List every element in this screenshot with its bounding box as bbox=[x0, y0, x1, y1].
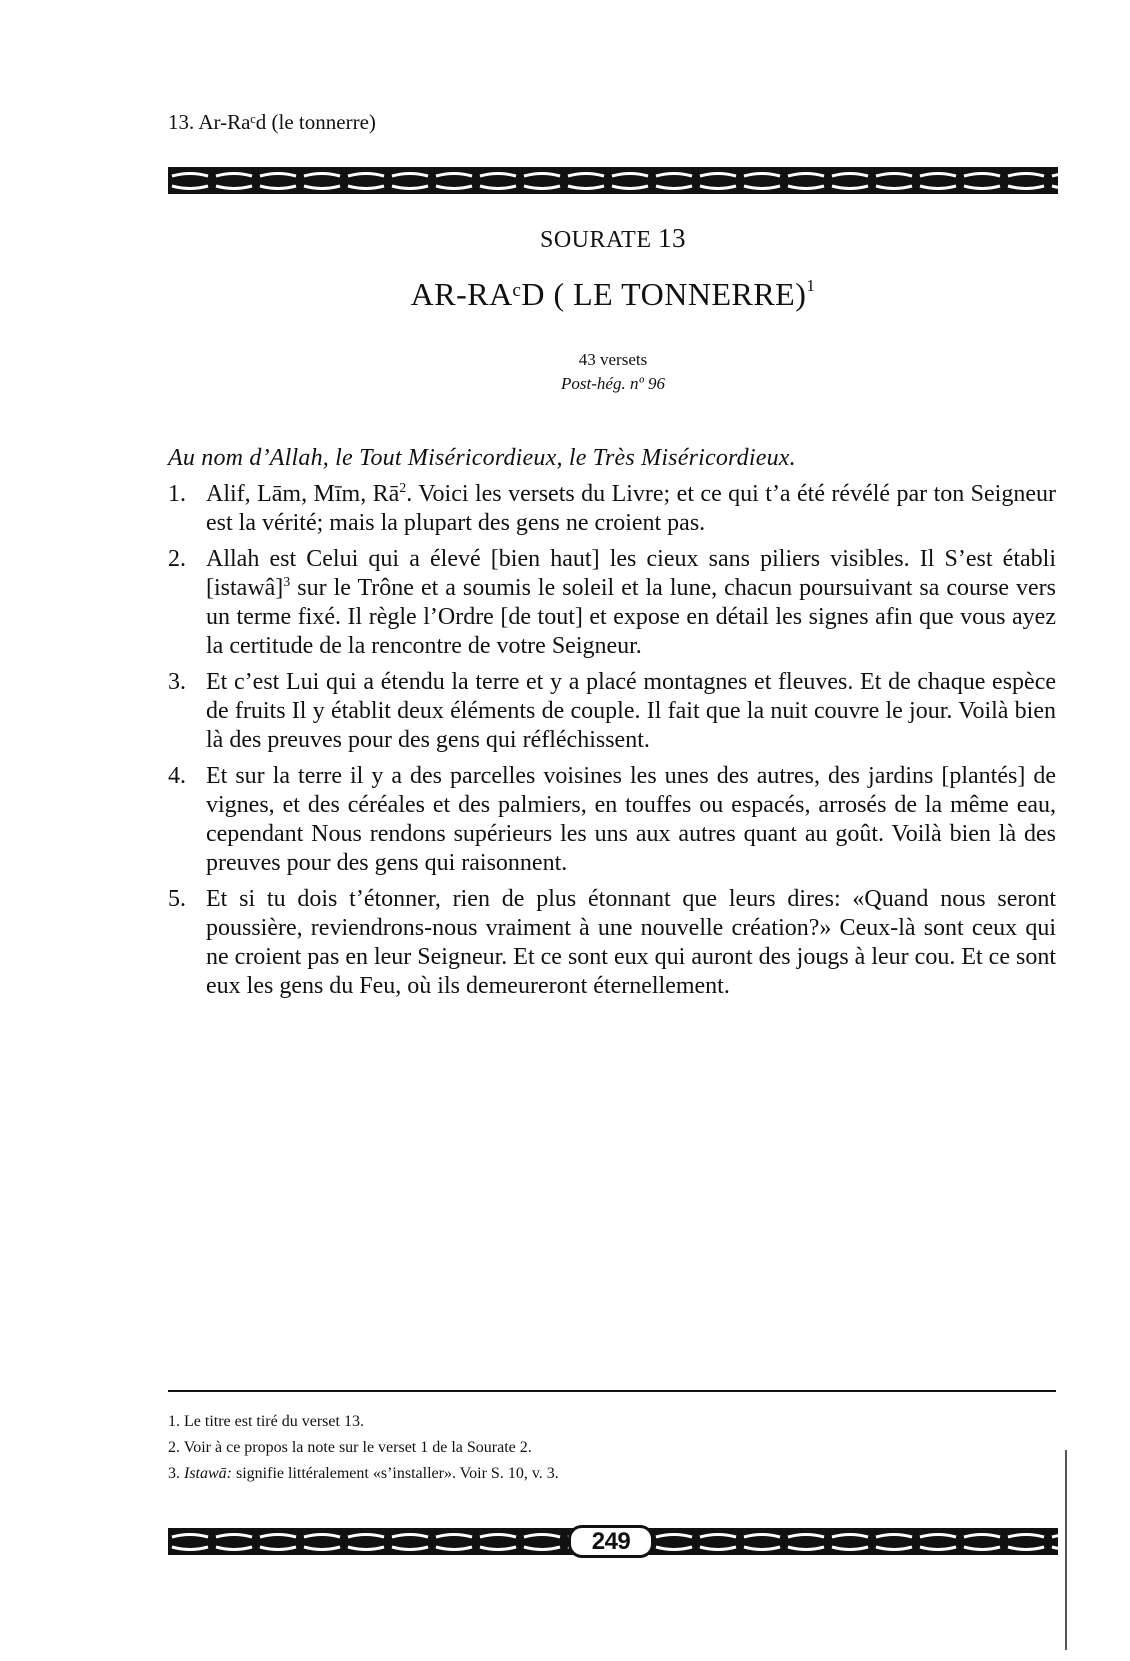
footnote-item bbox=[168, 1435, 1056, 1461]
verse-item bbox=[168, 545, 1056, 661]
verse-item bbox=[168, 668, 1056, 755]
verse-list bbox=[168, 480, 1056, 1008]
footnote-text: Voir à ce propos la note sur le verset 1 de la Sourate 2. bbox=[183, 1439, 532, 1456]
verse-text bbox=[206, 481, 1056, 536]
footnote-number: 2. bbox=[168, 1439, 180, 1456]
running-head: 13. Ar-Raᶜd (le tonnerre) bbox=[168, 110, 376, 134]
verse-count: 43 versets bbox=[578, 350, 648, 369]
verse-number: 3. bbox=[168, 669, 186, 695]
top-ornament-band bbox=[168, 167, 1058, 194]
revelation-order: Post-hég. nº 96 bbox=[561, 374, 665, 393]
surah-label-text: SOURATE bbox=[539, 227, 652, 253]
surah-title-text: AR-RAᶜD ( LE TONNERRE) bbox=[410, 276, 807, 312]
footnote-ref: 1 bbox=[806, 276, 816, 295]
footnote-text: Le titre est tiré du verset 13. bbox=[184, 1413, 364, 1430]
verse-text: Et c’est Lui qui a étendu la terre et y a placé montagnes et fleuves. Et de chaque espèce de fruits Il y établit deux éléments de couple. Il fait que la nuit couvre le jour. Voilà bien là des preuves pour des gens qui réfléchissent. bbox=[206, 669, 1056, 753]
footnote-number: 3. bbox=[168, 1465, 180, 1482]
verse-text-part: Allah est Celui qui a élevé [bien haut] les cieux sans piliers visibles. Il S’est établi [istawâ] bbox=[206, 546, 1056, 601]
footnote-item bbox=[168, 1409, 1056, 1435]
verse-number: 5. bbox=[168, 886, 186, 912]
page-number: 249 bbox=[568, 1525, 654, 1558]
footnote-divider bbox=[168, 1390, 1056, 1392]
verse-text: Et si tu dois t’étonner, rien de plus étonnant que leurs dires: «Quand nous seront poussière, reviendrons-nous vraiment à une nouvelle création?» Ceux-là sont ceux qui ne croient pas en leur Seigneur. Et ce sont eux qui auront des jougs à leur cou. Et ce sont eux les gens du Feu, où ils demeureront éternellement. bbox=[206, 886, 1056, 999]
verse-item bbox=[168, 762, 1056, 878]
bottom-ornament-band bbox=[168, 1528, 1058, 1555]
verse-text: Et sur la terre il y a des parcelles voisines les unes des autres, des jardins [plantés] de vignes, et des céréales et des palmiers, en touffes ou espacés, arrosés de la même eau, cependant Nous rendons supérieurs les uns aux autres quant au goût. Voilà bien là des preuves pour des gens qui raisonnent. bbox=[206, 763, 1056, 876]
basmala: Au nom d’Allah, le Tout Miséricordieux, le Très Miséricordieux. bbox=[168, 445, 796, 471]
footnote-list bbox=[168, 1409, 1056, 1487]
footnote-ref: 2 bbox=[399, 481, 407, 496]
surah-label bbox=[168, 223, 1058, 254]
verse-number: 1. bbox=[168, 481, 186, 507]
verse-number: 2. bbox=[168, 546, 186, 572]
scan-edge-line bbox=[1065, 1450, 1067, 1650]
footnote-text: signifie littéralement «s’installer». Voir S. 10, v. 3. bbox=[236, 1465, 559, 1482]
surah-number: 13 bbox=[658, 223, 686, 253]
verse-number: 4. bbox=[168, 763, 186, 789]
footnote-item bbox=[168, 1461, 1056, 1487]
footnote-term: Istawā: bbox=[184, 1465, 232, 1482]
ornament-pattern-icon bbox=[168, 167, 1058, 194]
verse-text bbox=[206, 546, 1056, 659]
footnote-ref: 3 bbox=[283, 575, 291, 590]
verse-item bbox=[168, 480, 1056, 538]
verse-text-part: . Voici les versets du Livre; et ce qui t’a été révélé par ton Seigneur est la vérité; mais la plupart des gens ne croient pas. bbox=[206, 481, 1056, 536]
surah-title bbox=[168, 276, 1058, 313]
verse-item bbox=[168, 885, 1056, 1001]
verse-text-part: Alif, Lām, Mīm, Rā bbox=[206, 481, 400, 507]
verse-text-part: sur le Trône et a soumis le soleil et la lune, chacun poursuivant sa course vers un terme fixé. Il règle l’Ordre [de tout] et expose en détail les signes afin que vous ayez la certitude de la rencontre de votre Seigneur. bbox=[206, 575, 1056, 659]
footnote-number: 1. bbox=[168, 1413, 180, 1430]
